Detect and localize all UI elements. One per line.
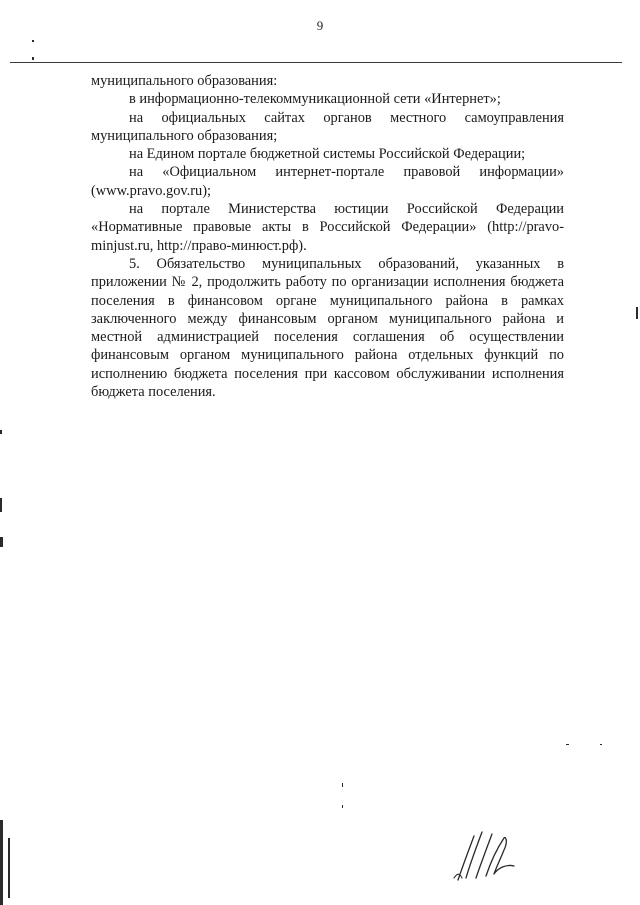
header-rule (10, 62, 622, 63)
handwritten-signature (448, 828, 518, 884)
scan-mark (0, 820, 3, 905)
scan-mark (0, 498, 2, 512)
scan-mark (600, 744, 602, 745)
body-paragraph: на портале Министерства юстиции Российской Федерации «Нормативные правовые акты в Российской Федерации» (http://pravo-minjust.ru, http://право-минюст.рф). (91, 201, 564, 254)
scan-mark (566, 744, 569, 745)
document-body (91, 72, 564, 401)
body-paragraph: на Едином портале бюджетной системы Российской Федерации; (129, 146, 526, 163)
body-paragraph: на «Официальном интернет-портале правовой информации» (www.pravo.gov.ru); (91, 164, 564, 199)
body-paragraph: 5. Обязательство муниципальных образований, указанных в приложении № 2, продолжить работу по организации исполнения бюджета поселения в финансовом органе муниципального района в рамках заключенного между финансовым органом муниципального района и местной администрацией поселения соглашения об осуществлении финансовым органом муниципального района отдельных функций по исполнению бюджета поселения при кассовом обслуживании исполнения бюджета поселения. (91, 255, 564, 401)
body-paragraph: на официальных сайтах органов местного самоуправления муниципального образования; (91, 109, 564, 144)
scan-mark (342, 805, 343, 808)
scan-mark (32, 57, 34, 60)
scan-mark (0, 537, 3, 547)
scan-mark (32, 40, 34, 42)
page-number: 9 (316, 18, 324, 33)
scan-mark (0, 430, 2, 434)
body-paragraph: муниципального образования: (91, 73, 278, 89)
scan-mark (8, 838, 10, 898)
scan-mark (342, 783, 343, 787)
body-paragraph: в информационно-телекоммуникационной сети «Интернет»; (129, 91, 501, 108)
scan-mark (636, 307, 638, 319)
